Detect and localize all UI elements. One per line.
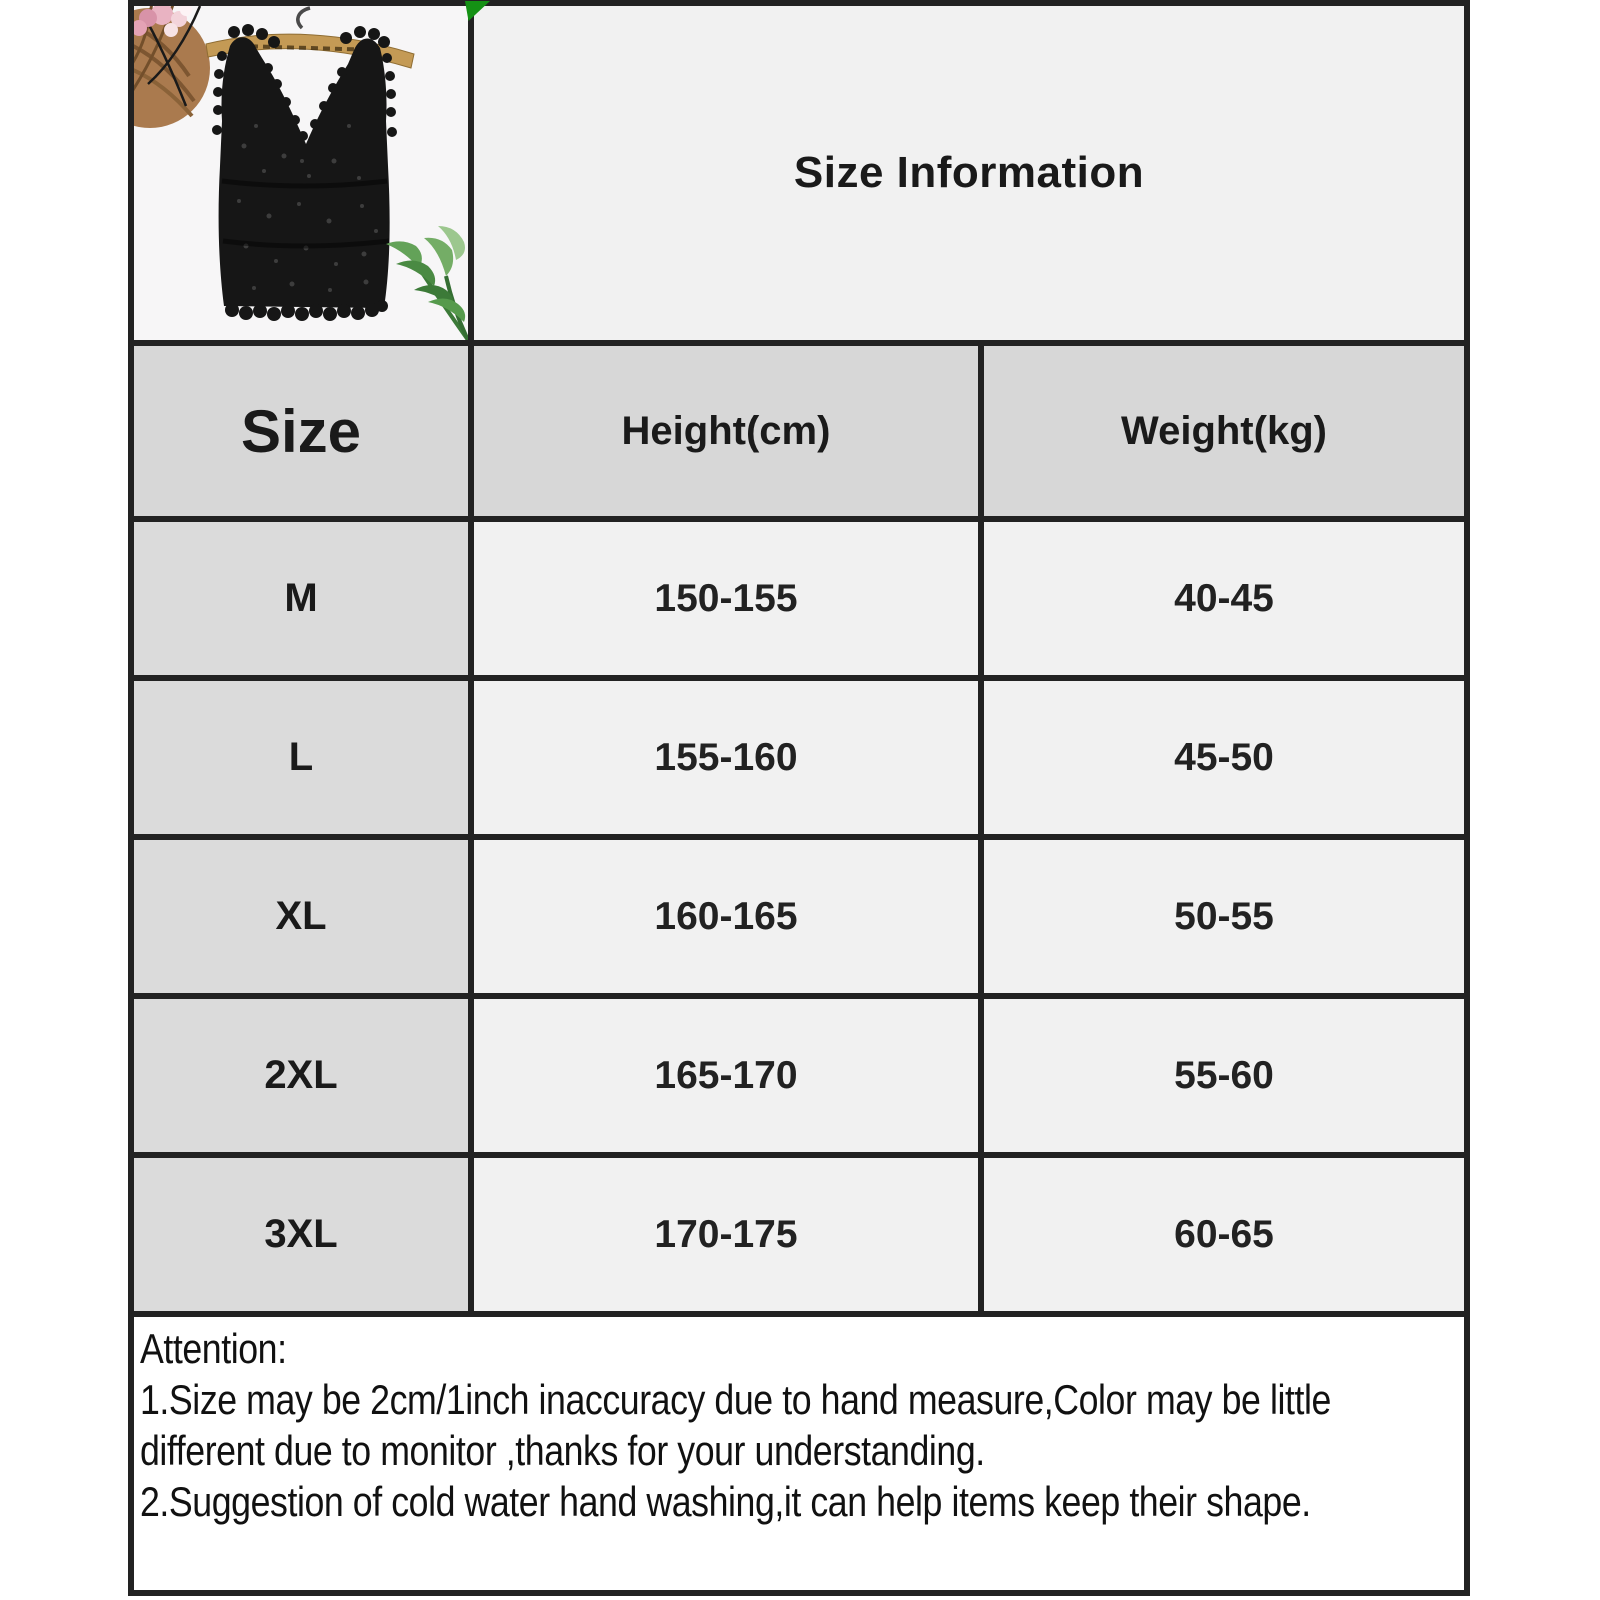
table-row-m [134, 522, 1464, 675]
table-row-xl [134, 840, 1464, 993]
height-cell: 150-155 [474, 522, 978, 675]
product-image [134, 6, 468, 340]
size-cell: 3XL [134, 1158, 468, 1311]
size-chart-table [128, 0, 1470, 1596]
size-cell: 2XL [134, 999, 468, 1152]
size-cell: M [134, 522, 468, 675]
col-header-height: Height(cm) [474, 346, 978, 516]
height-cell: 165-170 [474, 999, 978, 1152]
attention-line-1: 1.Size may be 2cm/1inch inaccuracy due to hand measure,Color may be little [140, 1376, 1331, 1423]
size-cell: L [134, 681, 468, 834]
attention-note [134, 1317, 1464, 1590]
height-cell: 170-175 [474, 1158, 978, 1311]
height-cell: 160-165 [474, 840, 978, 993]
weight-cell: 40-45 [984, 522, 1464, 675]
col-header-size: Size [134, 346, 468, 516]
attention-title: Attention: [140, 1325, 287, 1372]
table-row-l [134, 681, 1464, 834]
size-cell: XL [134, 840, 468, 993]
weight-cell: 50-55 [984, 840, 1464, 993]
weight-cell: 55-60 [984, 999, 1464, 1152]
product-photo-illustration [134, 6, 468, 340]
table-row-header-image [134, 6, 1464, 340]
size-information-header [474, 6, 1464, 340]
table-row-3xl [134, 1158, 1464, 1311]
table-row-2xl [134, 999, 1464, 1152]
height-cell: 155-160 [474, 681, 978, 834]
col-header-weight: Weight(kg) [984, 346, 1464, 516]
weight-cell: 45-50 [984, 681, 1464, 834]
attention-line-3: 2.Suggestion of cold water hand washing,it can help items keep their shape. [140, 1478, 1311, 1525]
attention-line-2: different due to monitor ,thanks for your understanding. [140, 1427, 985, 1474]
page-title: Size Information [793, 148, 1145, 197]
table-column-header-row [134, 346, 1464, 516]
weight-cell: 60-65 [984, 1158, 1464, 1311]
